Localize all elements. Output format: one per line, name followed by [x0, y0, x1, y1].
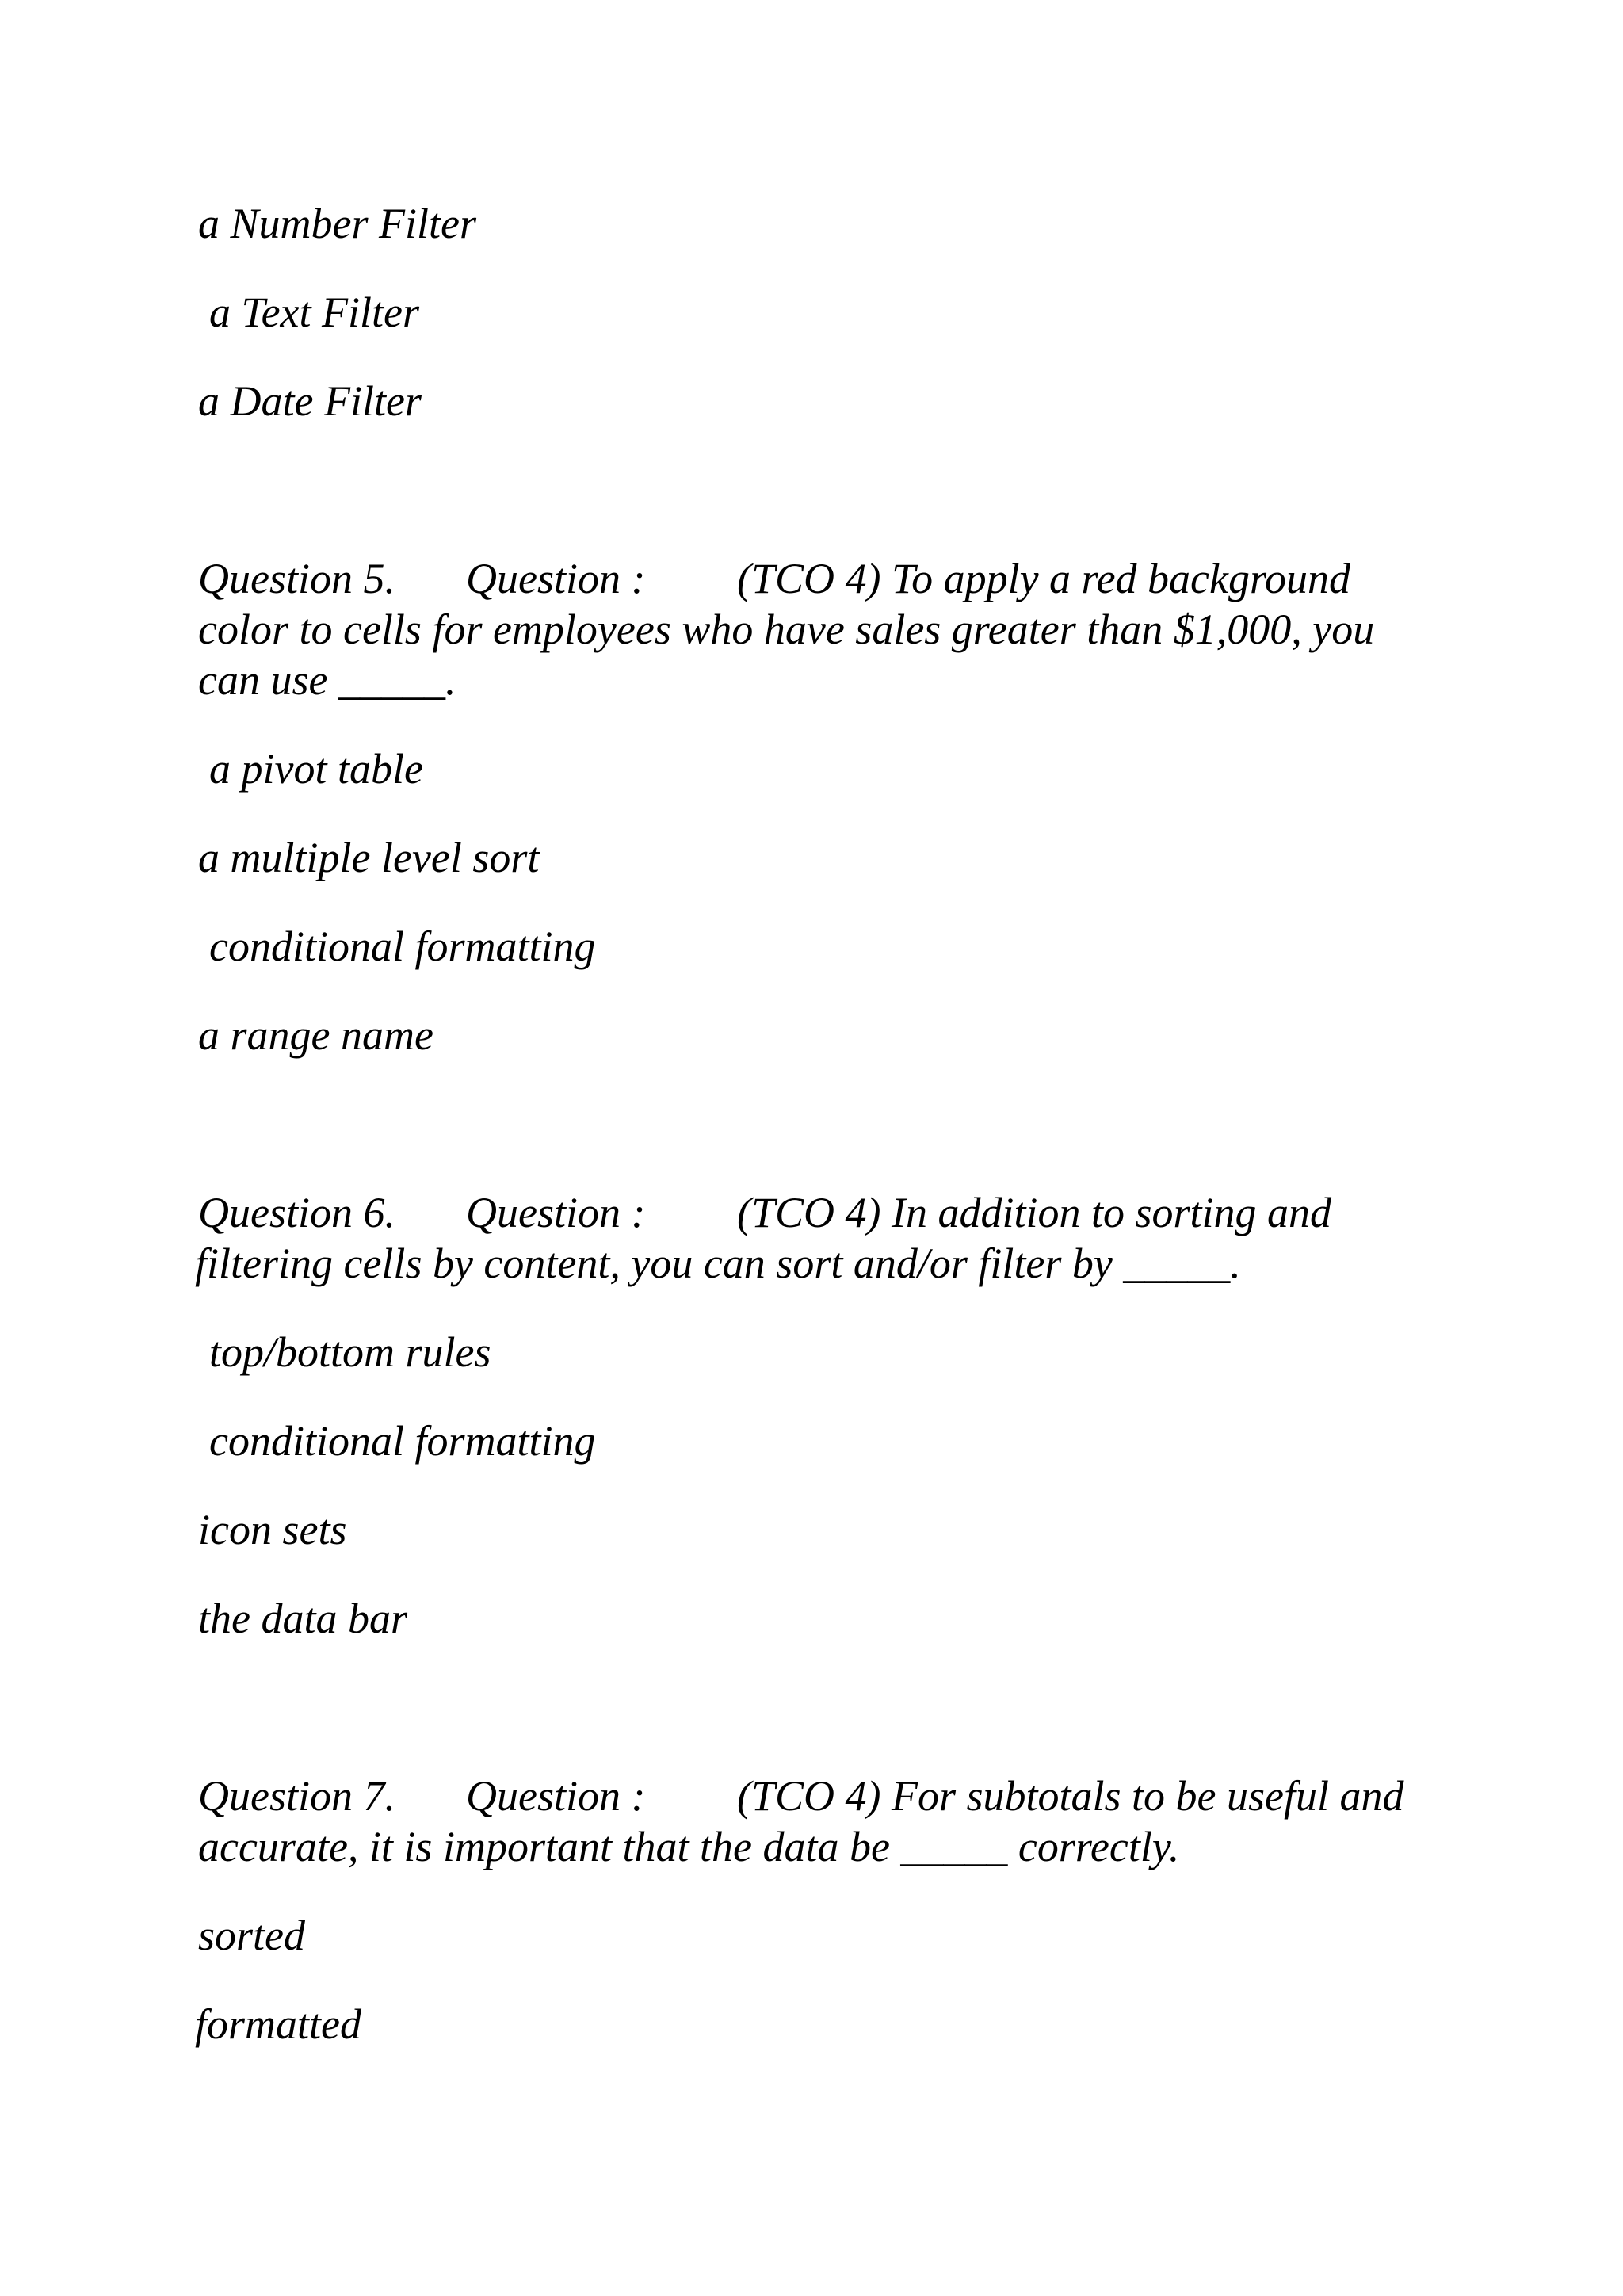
question-5-line-3: can use _____. — [198, 656, 456, 704]
question-5-label: Question : — [466, 555, 646, 602]
option-date-filter: a Date Filter — [198, 377, 422, 425]
question-6-option-1: top/bottom rules — [209, 1328, 491, 1376]
question-5-option-1: a pivot table — [209, 745, 423, 793]
question-7-option-1: sorted — [198, 1912, 305, 1959]
question-5-lead: (TCO 4) To apply a red background — [737, 555, 1350, 602]
question-7-option-2: formatted — [195, 2000, 361, 2048]
option-number-filter: a Number Filter — [198, 200, 476, 247]
question-5-option-2: a multiple level sort — [198, 834, 540, 881]
question-5-line-2: color to cells for employees who have sales greater than $1,000, you — [198, 606, 1375, 653]
question-6-option-3: icon sets — [198, 1506, 347, 1553]
question-6-option-2: conditional formatting — [209, 1417, 596, 1465]
question-5-option-3: conditional formatting — [209, 923, 596, 970]
question-7-number: Question 7. — [198, 1772, 395, 1820]
option-text-filter: a Text Filter — [209, 288, 419, 336]
question-6-option-4: the data bar — [198, 1595, 407, 1642]
question-6-label: Question : — [466, 1189, 646, 1236]
question-5-number: Question 5. — [198, 555, 395, 602]
question-7-lead: (TCO 4) For subtotals to be useful and — [737, 1772, 1404, 1820]
question-6-line-2: filtering cells by content, you can sort and/or filter by _____. — [195, 1240, 1241, 1287]
question-6-lead: (TCO 4) In addition to sorting and — [737, 1189, 1332, 1236]
question-6-number: Question 6. — [198, 1189, 395, 1236]
question-5-option-4: a range name — [198, 1011, 433, 1059]
question-7-line-2: accurate, it is important that the data be _____ correctly. — [198, 1823, 1180, 1870]
question-7-label: Question : — [466, 1772, 646, 1820]
